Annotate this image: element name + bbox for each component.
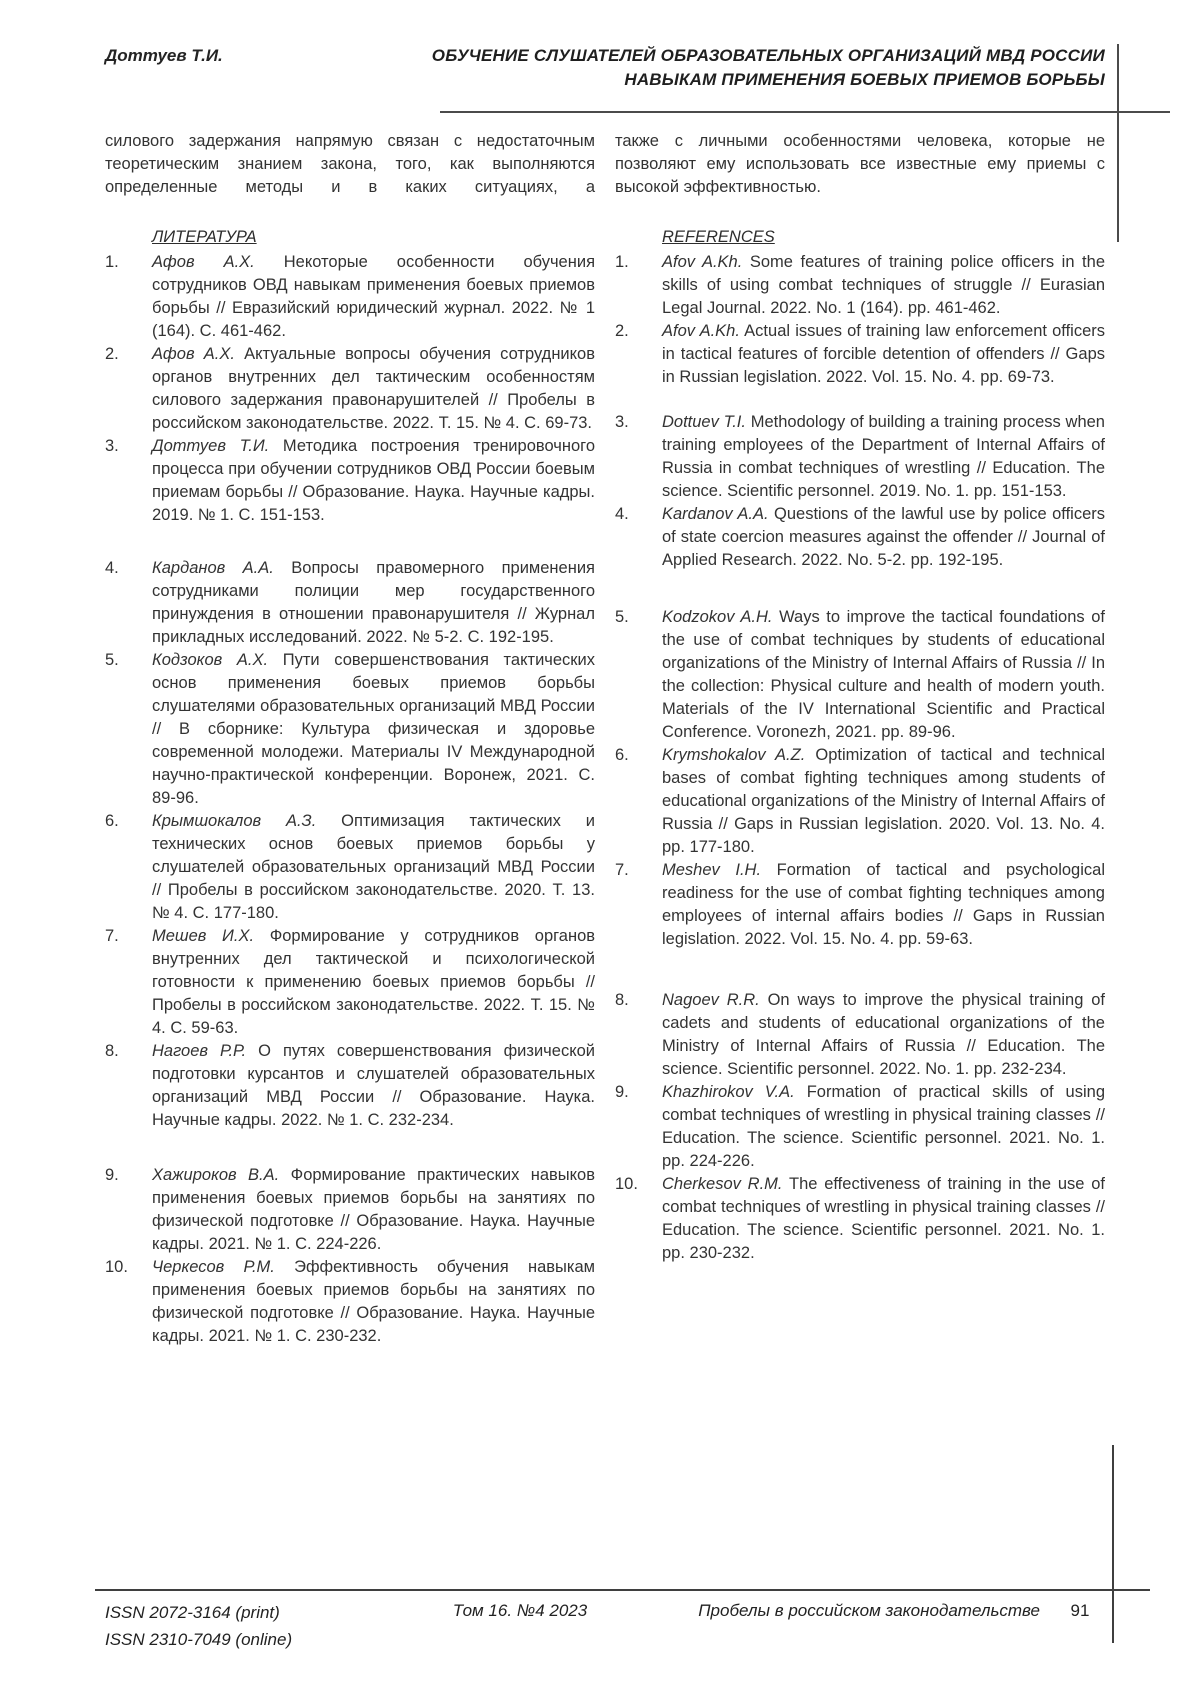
- reference-item: [105, 810, 595, 925]
- reference-text: Черкесов Р.М. Эффективность обучения навыкам применения боевых приемов борьбы на занятиях по физической подготовке // Образование. Наука. Научные кадры. 2021. № 1. С. 230-232.: [152, 1258, 595, 1345]
- left-column: [105, 130, 595, 1348]
- right-margin-rule-bottom: [1112, 1445, 1114, 1643]
- reference-number: 6.: [615, 746, 629, 764]
- literature-list: [105, 251, 595, 1348]
- reference-item: [615, 1081, 1105, 1173]
- reference-number: 2.: [105, 345, 119, 363]
- reference-author: Афов А.Х.: [152, 345, 235, 363]
- reference-item: [105, 1040, 595, 1132]
- reference-text: Мешев И.Х. Формирование у сотрудников органов внутренних дел тактической и психологической готовности к применению боевых приемов борьбы // Пробелы в российском законодательстве. 2022. Т. 15. № 4. С. 59-63.: [152, 927, 596, 1037]
- reference-text: Meshev I.H. Formation of tactical and psychological readiness for the use of combat fighting techniques among employees of internal affairs bodies // Gaps in Russian legislation. 2022. Vol. 15. No. 4. pp. 59-63.: [662, 861, 1105, 948]
- reference-item: [105, 251, 595, 343]
- reference-text: Dottuev T.I. Methodology of building a training process when training employees of the Department of Internal Affairs of Russia in combat techniques of wrestling // Education. The science. Scientific personnel. 2019. No. 1. pp. 151-153.: [662, 413, 1105, 500]
- footer-issn-print: ISSN 2072-3164 (print): [105, 1603, 280, 1622]
- reference-author: Мешев И.Х.: [152, 927, 255, 945]
- reference-author: Khazhirokov V.A.: [662, 1083, 795, 1101]
- reference-author: Крымшокалов А.З.: [152, 812, 317, 830]
- reference-text: Карданов А.А. Вопросы правомерного применения сотрудниками полиции мер государственного принуждения в отношении правонарушителя // Журнал прикладных исследований. 2022. № 5-2. С. 192-195.: [152, 559, 595, 646]
- reference-author: Kardanov A.A.: [662, 505, 769, 523]
- body-paragraph-left: силового задержания напрямую связан с недостаточным теоретическим знанием закона, того, как выполняются определенные методы и в каких ситуациях, а: [105, 132, 595, 196]
- reference-number: 9.: [615, 1083, 629, 1101]
- reference-text: Нагоев Р.Р. О путях совершенствования физической подготовки курсантов и слушателей образовательных организаций МВД России // Образование. Наука. Научные кадры. 2022. № 1. С. 232-234.: [152, 1042, 595, 1129]
- footer-rule: [95, 1589, 1150, 1591]
- reference-item: [615, 411, 1105, 503]
- reference-item: [105, 649, 595, 810]
- reference-item: [615, 744, 1105, 859]
- reference-text: Krymshokalov A.Z. Optimization of tactical and technical bases of combat fighting techniques among students of educational organizations of the Ministry of Internal Affairs of Russia // Gaps in Russian legislation. 2020. Vol. 13. No. 4. pp. 177-180.: [662, 746, 1106, 856]
- reference-number: 10.: [615, 1175, 638, 1193]
- reference-author: Dottuev T.I.: [662, 413, 746, 431]
- reference-item: [615, 859, 1105, 951]
- running-head-author: Доттуев Т.И.: [105, 46, 223, 65]
- reference-author: Krymshokalov A.Z.: [662, 746, 806, 764]
- reference-item: [615, 989, 1105, 1081]
- reference-item: [615, 503, 1105, 572]
- reference-item: [105, 435, 595, 527]
- reference-number: 7.: [105, 927, 119, 945]
- reference-text: Кодзоков А.Х. Пути совершенствования тактических основ применения боевых приемов борьбы слушателями образовательных организаций МВД России // В сборнике: Культура физическая и здоровье современной молодежи. Материалы IV Международной научно-практической конференции. Воронеж, 2021. С. 89-96.: [152, 651, 595, 807]
- reference-number: 1.: [105, 253, 119, 271]
- reference-number: 10.: [105, 1258, 128, 1276]
- reference-text: Афов А.Х. Некоторые особенности обучения сотрудников ОВД навыкам применения боевых приемов борьбы // Евразийский юридический журнал. 2022. № 1 (164). С. 461-462.: [152, 253, 595, 340]
- reference-author: Хажироков В.А.: [152, 1166, 280, 1184]
- reference-text: Kardanov A.A. Questions of the lawful use by police officers of state coercion measures against the offender // Journal of Applied Research. 2022. No. 5-2. pp. 192-195.: [662, 505, 1105, 569]
- reference-number: 5.: [615, 608, 629, 626]
- body-paragraph-right: также с личными особенностями человека, которые не позволяют ему использовать все известные ему приемы с высокой эффективностью.: [615, 132, 1105, 196]
- reference-author: Кодзоков А.Х.: [152, 651, 269, 669]
- reference-number: 3.: [615, 413, 629, 431]
- running-head-title-line-2: НАВЫКАМ ПРИМЕНЕНИЯ БОЕВЫХ ПРИЕМОВ БОРЬБЫ: [624, 70, 1105, 89]
- reference-item: [615, 251, 1105, 320]
- reference-text: Nagoev R.R. On ways to improve the physical training of cadets and students of educational organizations of the Ministry of Internal Affairs of Russia // Education. The science. Scientific personnel. 2022. No. 1. pp. 232-234.: [662, 991, 1105, 1078]
- reference-text: Cherkesov R.M. The effectiveness of training in the use of combat techniques of wrestling in physical training classes // Education. The science. Scientific personnel. 2021. No. 1. pp. 230-232.: [662, 1175, 1105, 1262]
- footer-issn-block: [105, 1599, 292, 1653]
- reference-text: Доттуев Т.И. Методика построения тренировочного процесса при обучении сотрудников ОВД России боевым приемам борьбы // Образование. Наука. Научные кадры. 2019. № 1. С. 151-153.: [152, 437, 595, 524]
- reference-author: Доттуев Т.И.: [152, 437, 270, 455]
- literature-heading: ЛИТЕРАТУРА: [152, 228, 257, 246]
- reference-text: Afov A.Kh. Actual issues of training law enforcement officers in tactical features of forcible detention of offenders // Gaps in Russian legislation. 2022. Vol. 15. No. 4. pp. 69-73.: [662, 322, 1105, 386]
- header-rule: [440, 111, 1170, 113]
- reference-item: [105, 1164, 595, 1256]
- reference-text: Афов А.Х. Актуальные вопросы обучения сотрудников органов внутренних дел тактическим особенностям силового задержания правонарушителей // Пробелы в российском законодательстве. 2022. Т. 15. № 4. С. 69-73.: [152, 345, 595, 432]
- reference-item: [615, 1173, 1105, 1265]
- reference-author: Черкесов Р.М.: [152, 1258, 275, 1276]
- reference-author: Карданов А.А.: [152, 559, 274, 577]
- reference-number: 7.: [615, 861, 629, 879]
- reference-text: Afov A.Kh. Some features of training police officers in the skills of using combat techniques of struggle // Eurasian Legal Journal. 2022. No. 1 (164). pp. 461-462.: [662, 253, 1105, 317]
- reference-number: 6.: [105, 812, 119, 830]
- reference-text: Kodzokov A.H. Ways to improve the tactical foundations of the use of combat techniques by students of educational organizations of the Ministry of Internal Affairs of Russia // In the collection: Physical culture and health of modern youth. Materials of the IV International Scientific and Practical Conference. Voronezh, 2021. pp. 89-96.: [662, 608, 1105, 741]
- reference-item: [105, 343, 595, 435]
- reference-author: Meshev I.H.: [662, 861, 762, 879]
- footer-issn-online: ISSN 2310-7049 (online): [105, 1630, 293, 1649]
- right-margin-rule-top: [1117, 44, 1119, 242]
- reference-number: 5.: [105, 651, 119, 669]
- references-list: [615, 251, 1105, 1265]
- reference-text: Khazhirokov V.A. Formation of practical skills of using combat techniques of wrestling in physical training classes // Education. The science. Scientific personnel. 2021. No. 1. pp. 224-226.: [662, 1083, 1105, 1170]
- references-heading: REFERENCES: [662, 228, 775, 246]
- reference-author: Нагоев Р.Р.: [152, 1042, 247, 1060]
- footer-journal-title: Пробелы в российском законодательстве: [698, 1601, 1040, 1620]
- reference-number: 2.: [615, 322, 629, 340]
- reference-text: Хажироков В.А. Формирование практических навыков применения боевых приемов борьбы на занятиях по физической подготовке // Образование. Наука. Научные кадры. 2021. № 1. С. 224-226.: [152, 1166, 595, 1253]
- reference-number: 8.: [105, 1042, 119, 1060]
- running-head-title-line-1: ОБУЧЕНИЕ СЛУШАТЕЛЕЙ ОБРАЗОВАТЕЛЬНЫХ ОРГАНИЗАЦИЙ МВД РОССИИ: [431, 46, 1105, 65]
- running-head-title: [425, 44, 1105, 92]
- right-column: [615, 130, 1105, 1265]
- reference-number: 4.: [615, 505, 629, 523]
- reference-item: [615, 320, 1105, 389]
- reference-number: 8.: [615, 991, 629, 1009]
- reference-author: Nagoev R.R.: [662, 991, 760, 1009]
- footer-issue-label: Том 16. №4 2023: [452, 1601, 588, 1620]
- reference-author: Afov A.Kh.: [662, 253, 743, 271]
- footer-page-number: 91: [1070, 1601, 1090, 1620]
- reference-item: [105, 925, 595, 1040]
- reference-author: Kodzokov A.H.: [662, 608, 773, 626]
- reference-number: 1.: [615, 253, 629, 271]
- reference-item: [105, 1256, 595, 1348]
- reference-author: Afov A.Kh.: [662, 322, 740, 340]
- reference-number: 4.: [105, 559, 119, 577]
- reference-item: [105, 557, 595, 649]
- reference-item: [615, 606, 1105, 744]
- reference-author: Cherkesov R.M.: [662, 1175, 783, 1193]
- reference-number: 9.: [105, 1166, 119, 1184]
- reference-text: Крымшокалов А.З. Оптимизация тактических и технических основ боевых приемов борьбы у слушателей образовательных организаций МВД России // Пробелы в российском законодательстве. 2020. Т. 13. № 4. С. 177-180.: [152, 812, 595, 922]
- reference-author: Афов А.Х.: [152, 253, 255, 271]
- reference-number: 3.: [105, 437, 119, 455]
